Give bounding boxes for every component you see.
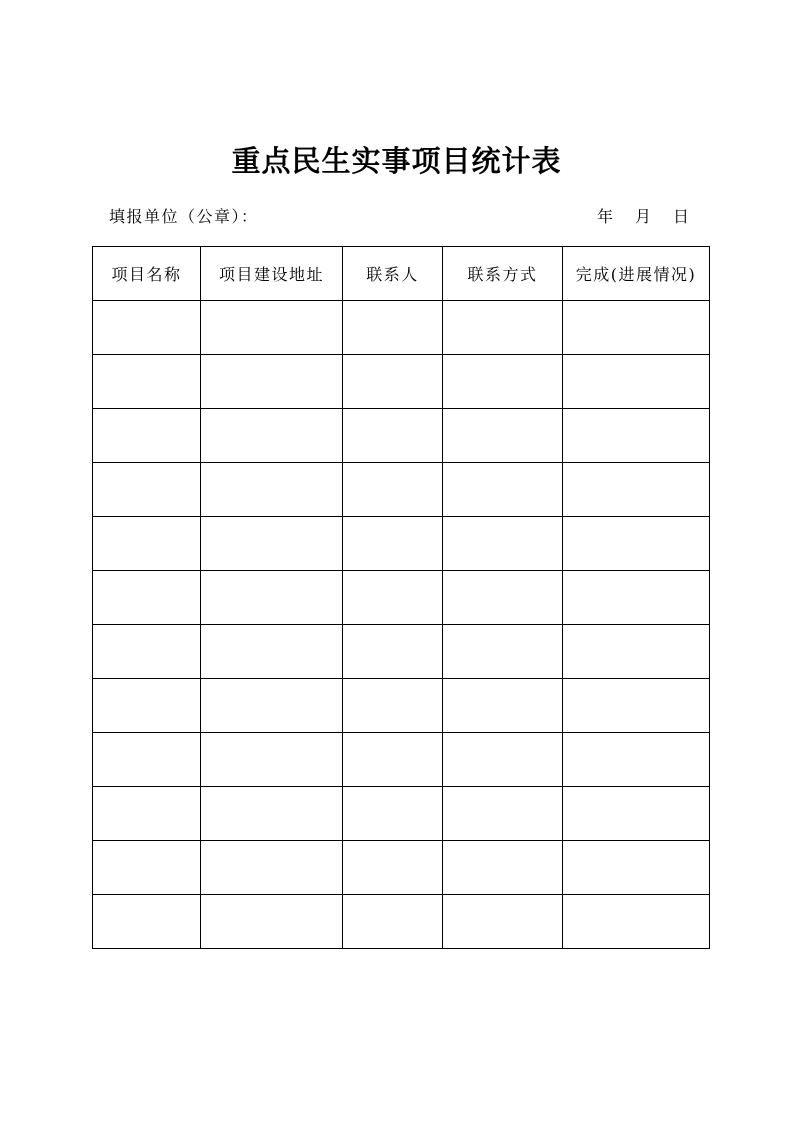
column-header-progress: 完成(进展情况) <box>563 247 710 301</box>
reporting-unit-label: 填报单位（公章）： <box>109 207 259 226</box>
table-cell[interactable] <box>343 625 443 679</box>
table-row <box>93 787 710 841</box>
table-cell[interactable] <box>563 517 710 571</box>
table-cell[interactable] <box>343 841 443 895</box>
table-cell[interactable] <box>201 733 343 787</box>
table-cell[interactable] <box>443 895 563 949</box>
table-cell[interactable] <box>93 625 201 679</box>
table-cell[interactable] <box>563 733 710 787</box>
table-cell[interactable] <box>93 355 201 409</box>
table-cell[interactable] <box>443 409 563 463</box>
table-cell[interactable] <box>443 463 563 517</box>
column-header-project-name: 项目名称 <box>93 247 201 301</box>
table-cell[interactable] <box>201 571 343 625</box>
table-cell[interactable] <box>343 301 443 355</box>
column-header-project-address: 项目建设地址 <box>201 247 343 301</box>
table-cell[interactable] <box>93 733 201 787</box>
table-cell[interactable] <box>93 841 201 895</box>
document-title: 重点民生实事项目统计表 <box>231 144 562 178</box>
table-cell[interactable] <box>343 463 443 517</box>
table-cell[interactable] <box>563 841 710 895</box>
table-cell[interactable] <box>563 355 710 409</box>
table-cell[interactable] <box>201 787 343 841</box>
table-cell[interactable] <box>201 517 343 571</box>
table-cell[interactable] <box>563 301 710 355</box>
table-cell[interactable] <box>93 787 201 841</box>
table-row <box>93 571 710 625</box>
table-cell[interactable] <box>201 463 343 517</box>
table-cell[interactable] <box>443 625 563 679</box>
table-cell[interactable] <box>93 301 201 355</box>
table-cell[interactable] <box>343 895 443 949</box>
table-cell[interactable] <box>443 841 563 895</box>
table-body <box>93 301 710 949</box>
table-cell[interactable] <box>343 679 443 733</box>
column-header-contact-method: 联系方式 <box>443 247 563 301</box>
table-cell[interactable] <box>563 787 710 841</box>
table-row <box>93 733 710 787</box>
table-cell[interactable] <box>343 787 443 841</box>
table-header-row <box>93 247 710 301</box>
table-cell[interactable] <box>201 625 343 679</box>
table-cell[interactable] <box>343 733 443 787</box>
table-cell[interactable] <box>201 679 343 733</box>
table-cell[interactable] <box>93 571 201 625</box>
table-cell[interactable] <box>93 679 201 733</box>
table-cell[interactable] <box>443 301 563 355</box>
table-row <box>93 625 710 679</box>
statistics-table <box>92 246 710 949</box>
table-row <box>93 517 710 571</box>
table-cell[interactable] <box>563 463 710 517</box>
table-cell[interactable] <box>93 517 201 571</box>
table-cell[interactable] <box>343 571 443 625</box>
table-row <box>93 409 710 463</box>
table-row <box>93 301 710 355</box>
table-row <box>93 841 710 895</box>
table-cell[interactable] <box>443 787 563 841</box>
table-row <box>93 895 710 949</box>
table-cell[interactable] <box>343 517 443 571</box>
table-cell[interactable] <box>563 895 710 949</box>
table-cell[interactable] <box>563 571 710 625</box>
table-cell[interactable] <box>443 355 563 409</box>
table-cell[interactable] <box>93 409 201 463</box>
table-cell[interactable] <box>93 895 201 949</box>
table-cell[interactable] <box>201 301 343 355</box>
table-cell[interactable] <box>443 571 563 625</box>
table-cell[interactable] <box>201 895 343 949</box>
table-row <box>93 463 710 517</box>
date-fields <box>597 205 689 229</box>
table-cell[interactable] <box>443 517 563 571</box>
year-label: 年 <box>597 207 614 226</box>
table-cell[interactable] <box>443 679 563 733</box>
table-cell[interactable] <box>443 733 563 787</box>
table-cell[interactable] <box>201 355 343 409</box>
table-cell[interactable] <box>343 409 443 463</box>
month-label: 月 <box>635 207 652 226</box>
table-cell[interactable] <box>201 841 343 895</box>
table-cell[interactable] <box>563 679 710 733</box>
table-cell[interactable] <box>563 625 710 679</box>
table-cell[interactable] <box>201 409 343 463</box>
day-label: 日 <box>673 207 690 226</box>
column-header-contact-person: 联系人 <box>343 247 443 301</box>
table-cell[interactable] <box>93 463 201 517</box>
table-row <box>93 679 710 733</box>
table-cell[interactable] <box>563 409 710 463</box>
table-row <box>93 355 710 409</box>
table-cell[interactable] <box>343 355 443 409</box>
